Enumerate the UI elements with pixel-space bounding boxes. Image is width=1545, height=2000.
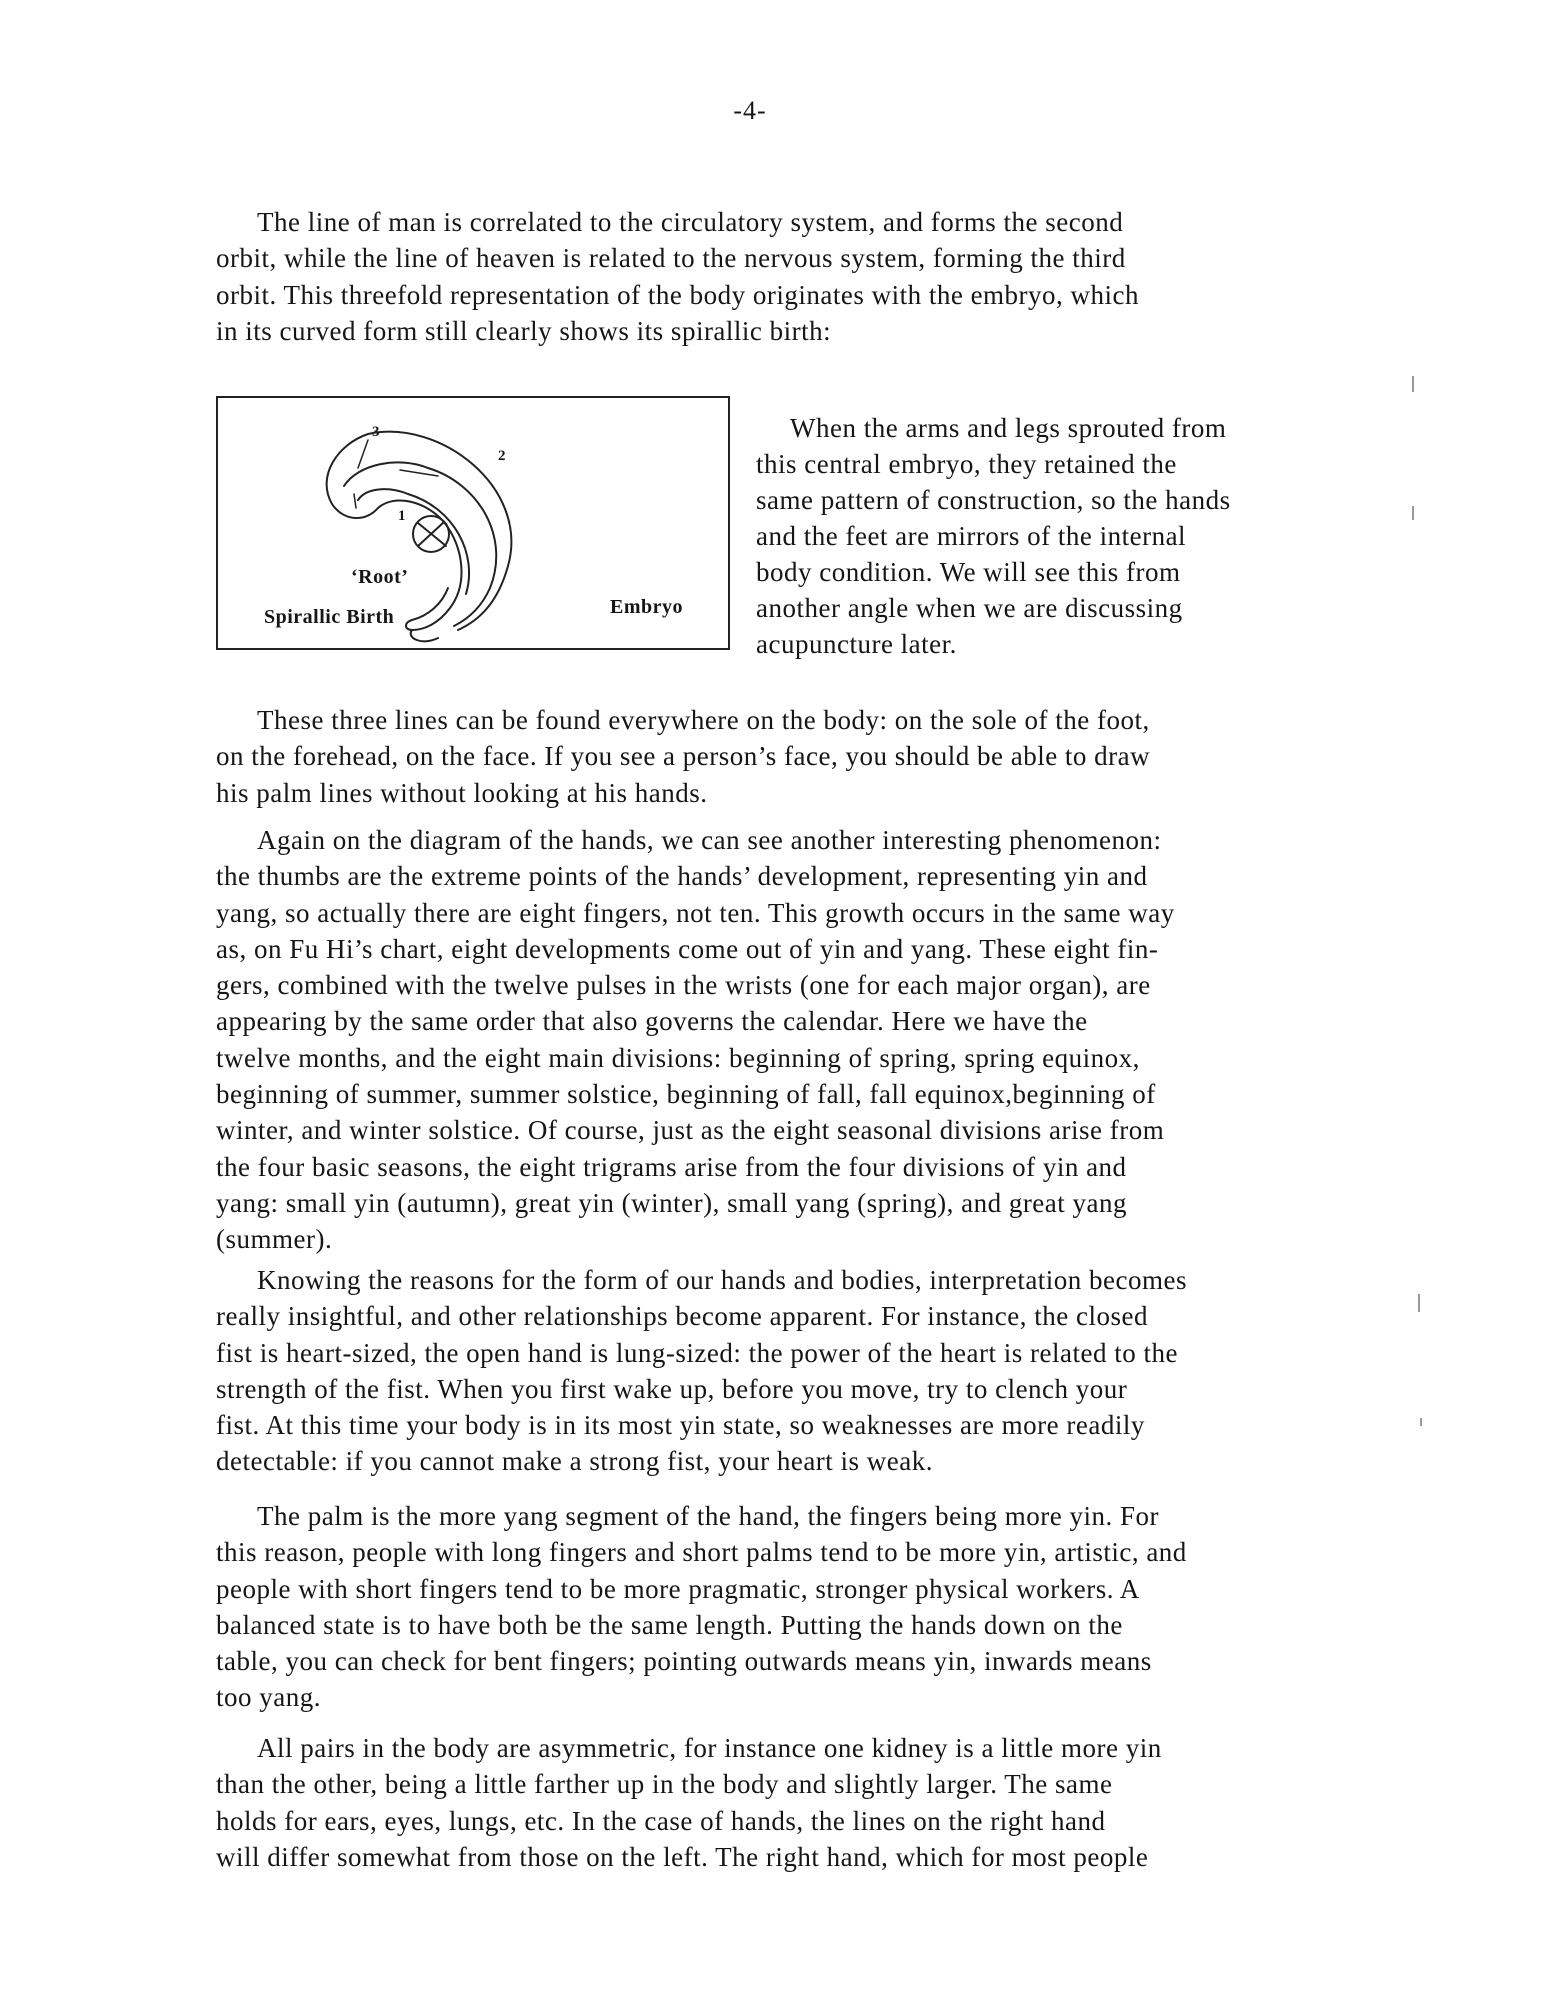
text-line: Knowing the reasons for the form of our hands and bodies, interpretation becomes bbox=[257, 1265, 1188, 1295]
spirallic-birth-figure bbox=[216, 396, 730, 650]
text-line: Again on the diagram of the hands, we can see another interesting phenomenon: bbox=[257, 825, 1162, 855]
text-line: another angle when we are discussing bbox=[756, 593, 1183, 623]
intro-paragraph bbox=[216, 204, 1346, 349]
text-line: gers, combined with the twelve pulses in the wrists (one for each major organ), are bbox=[216, 970, 1151, 1001]
text-line: people with short fingers tend to be more pragmatic, stronger physical workers. A bbox=[216, 1573, 1140, 1604]
text-line: strength of the fist. When you first wake up, before you move, try to clench your bbox=[216, 1373, 1128, 1404]
figure-number-1: 1 bbox=[398, 508, 406, 524]
text-line: body condition. We will see this from bbox=[756, 557, 1181, 587]
text-line: winter, and winter solstice. Of course, just as the eight seasonal divisions arise from bbox=[216, 1115, 1165, 1146]
root-label: ‘Root’ bbox=[351, 566, 409, 588]
spirallic-birth-caption: Spirallic Birth bbox=[264, 606, 395, 628]
scan-mark bbox=[1412, 506, 1414, 520]
text-line: his palm lines without looking at his hands. bbox=[216, 777, 708, 808]
page-number: -4- bbox=[733, 96, 767, 125]
text-line: orbit. This threefold representation of the body originates with the embryo, which bbox=[216, 279, 1140, 310]
text-line: yang, so actually there are eight fingers, not ten. This growth occurs in the same way bbox=[216, 897, 1175, 928]
text-line: will differ somewhat from those on the left. The right hand, which for most people bbox=[216, 1841, 1149, 1872]
text-line: balanced state is to have both be the same length. Putting the hands down on the bbox=[216, 1609, 1123, 1640]
scan-mark bbox=[1418, 1294, 1420, 1312]
text-line: The line of man is correlated to the circulatory system, and forms the second bbox=[257, 207, 1124, 237]
text-line: really insightful, and other relationships become apparent. For instance, the closed bbox=[216, 1301, 1148, 1332]
side-paragraph bbox=[756, 410, 1356, 662]
paragraph-palm bbox=[216, 1498, 1346, 1716]
text-line: yang: small yin (autumn), great yin (winter), small yang (spring), and great yang bbox=[216, 1187, 1128, 1218]
paragraph-asymmetry bbox=[216, 1730, 1346, 1875]
paragraph-hands-diagram bbox=[216, 822, 1346, 1258]
figure-number-2: 2 bbox=[498, 448, 506, 464]
text-line: beginning of summer, summer solstice, beginning of fall, fall equinox,beginning of bbox=[216, 1079, 1156, 1110]
paragraph-three-lines bbox=[216, 702, 1346, 811]
text-line: All pairs in the body are asymmetric, for instance one kidney is a little more yin bbox=[257, 1733, 1162, 1763]
text-line: in its curved form still clearly shows its spirallic birth: bbox=[216, 315, 832, 346]
text-line: holds for ears, eyes, lungs, etc. In the case of hands, the lines on the right hand bbox=[216, 1805, 1106, 1836]
text-line: too yang. bbox=[216, 1682, 321, 1713]
text-line: and the feet are mirrors of the internal bbox=[756, 521, 1187, 551]
text-line: twelve months, and the eight main divisions: beginning of spring, spring equinox, bbox=[216, 1042, 1140, 1073]
text-line: fist is heart-sized, the open hand is lung-sized: the power of the heart is related to the bbox=[216, 1337, 1178, 1368]
text-line: as, on Fu Hi’s chart, eight developments come out of yin and yang. These eight fin- bbox=[216, 933, 1159, 964]
text-line: When the arms and legs sprouted from bbox=[790, 413, 1227, 443]
text-line: The palm is the more yang segment of the hand, the fingers being more yin. For bbox=[257, 1501, 1160, 1531]
text-line: this reason, people with long fingers and short palms tend to be more yin, artistic, and bbox=[216, 1537, 1187, 1568]
paragraph-fist bbox=[216, 1262, 1346, 1480]
text-line: detectable: if you cannot make a strong fist, your heart is weak. bbox=[216, 1446, 934, 1477]
figure-number-3: 3 bbox=[372, 424, 380, 440]
scan-mark bbox=[1420, 1418, 1422, 1426]
text-line: table, you can check for bent fingers; pointing outwards means yin, inwards means bbox=[216, 1646, 1152, 1677]
text-line: acupuncture later. bbox=[756, 629, 957, 659]
text-line: orbit, while the line of heaven is related to the nervous system, forming the third bbox=[216, 243, 1126, 274]
text-line: on the forehead, on the face. If you see a person’s face, you should be able to draw bbox=[216, 741, 1151, 772]
text-line: the four basic seasons, the eight trigrams arise from the four divisions of yin and bbox=[216, 1151, 1127, 1182]
text-line: same pattern of construction, so the hands bbox=[756, 485, 1231, 515]
text-line: this central embryo, they retained the bbox=[756, 449, 1177, 479]
text-line: than the other, being a little farther up in the body and slightly larger. The same bbox=[216, 1769, 1113, 1800]
text-line: (summer). bbox=[216, 1224, 333, 1255]
text-line: the thumbs are the extreme points of the hands’ development, representing yin and bbox=[216, 861, 1148, 892]
text-line: appearing by the same order that also governs the calendar. Here we have the bbox=[216, 1006, 1088, 1037]
scan-mark bbox=[1412, 376, 1414, 392]
embryo-caption: Embryo bbox=[610, 596, 683, 618]
text-line: These three lines can be found everywhere on the body: on the sole of the foot, bbox=[257, 705, 1150, 735]
text-line: fist. At this time your body is in its most yin state, so weaknesses are more readily bbox=[216, 1410, 1145, 1441]
